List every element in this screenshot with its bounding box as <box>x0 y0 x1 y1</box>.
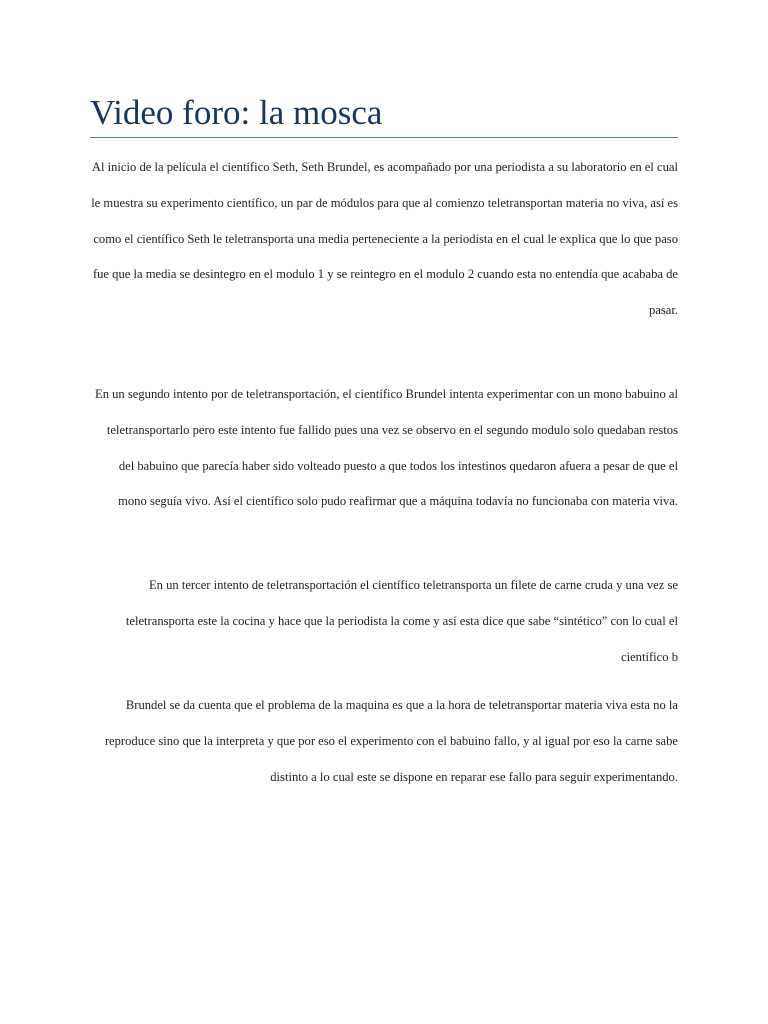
paragraph-intro: Al inicio de la película el científico Seth, Seth Brundel, es acompañado por una periodista a su laboratorio en el cual le muestra su experimento científico, un par de módulos para que al comienzo teletransportan materia no viva, así es como el científico Seth le teletransporta una media perteneciente a la periodista en el cual le explica que lo que paso fue que la media se desintegro en el modulo 1 y se reintegro en el modulo 2 cuando esta no entendía que acababa de pasar. <box>91 160 678 318</box>
title-underline <box>90 137 678 138</box>
paragraph-second-attempt: En un segundo intento por de teletransportación, el científico Brundel intenta experimentar con un mono babuino al teletransportarlo pero este intento fue fallido pues una vez se observo en el segundo modulo solo quedaban restos del babuino que parecía haber sido volteado puesto a que todos los intestinos quedaron afuera a pesar de que el mono seguía vivo. Así el científico solo pudo reafirmar que a máquina todavía no funcionaba con materia viva. <box>95 387 678 509</box>
paragraph-third-attempt: En un tercer intento de teletransportación el científico teletransporta un filete de carne cruda y una vez se teletransporta este la cocina y hace que la periodista la come y así esta dice que sabe “sintético” con lo cual el científico b <box>125 578 678 664</box>
document-title: Video foro: la mosca <box>90 93 383 132</box>
paragraph-conclusion: Brundel se da cuenta que el problema de la maquina es que a la hora de teletransportar materia viva esta no la reproduce sino que la interpreta y que por eso el experimento con el babuino fallo, y al igual por eso la carne sabe distinto a lo cual este se dispone en reparar ese fallo para seguir experimentando. <box>104 698 678 784</box>
